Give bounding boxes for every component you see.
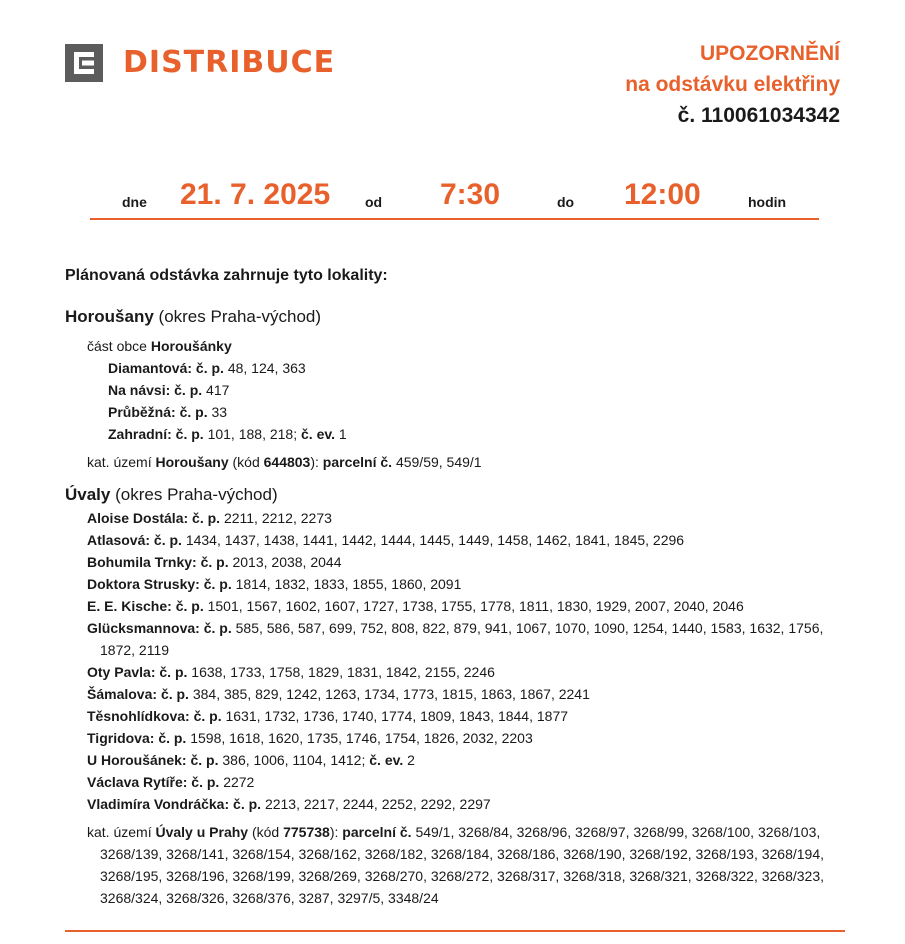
- street-list: [87, 507, 845, 815]
- brand-name: DISTRIBUCE: [123, 45, 336, 80]
- outage-to: 12:00: [624, 178, 701, 211]
- street-item: Aloise Dostála: č. p. 2211, 2212, 2273: [87, 510, 332, 526]
- street-item: Bohumila Trnky: č. p. 2013, 2038, 2044: [87, 554, 342, 570]
- outage-from: 7:30: [440, 178, 501, 211]
- town-part: část obce Horoušánky: [87, 338, 232, 354]
- hodin-label: hodin: [748, 194, 787, 210]
- town-uvaly: [65, 483, 845, 507]
- notice-header: [625, 38, 840, 131]
- cadastral-area: kat. území Horoušany (kód 644803): parcelní č. 459/59, 549/1: [87, 454, 482, 470]
- street-item: U Horoušánek: č. p. 386, 1006, 1104, 1412; č. ev. 2: [87, 752, 415, 768]
- street-item: Tigridova: č. p. 1598, 1618, 1620, 1735, 1746, 1754, 1826, 2032, 2203: [87, 730, 533, 746]
- town-horousany: [65, 305, 845, 329]
- locality-list: [65, 305, 845, 909]
- town-district: (okres Praha-východ): [115, 485, 278, 504]
- town-name: Úvaly: [65, 485, 111, 504]
- street-item: Doktora Strusky: č. p. 1814, 1832, 1833, 1855, 1860, 2091: [87, 576, 462, 592]
- notice-subtitle: na odstávku elektřiny: [625, 73, 840, 96]
- town-part-name: Horoušánky: [150, 338, 232, 354]
- street-item: Václava Rytíře: č. p. 2272: [87, 774, 255, 790]
- town-name: Horoušany: [65, 307, 154, 326]
- street-item: Zahradní: č. p. 101, 188, 218; č. ev. 1: [108, 426, 347, 442]
- cez-logo: [65, 44, 335, 82]
- do-label: do: [557, 194, 575, 210]
- street-item: Na návsi: č. p. 417: [108, 382, 230, 398]
- outage-time-row: [90, 178, 819, 220]
- street-item: E. E. Kische: č. p. 1501, 1567, 1602, 1607, 1727, 1738, 1755, 1778, 1811, 1830, 1929, 2007, 2040, 2046: [87, 598, 744, 614]
- street-item: Šámalova: č. p. 384, 385, 829, 1242, 1263, 1734, 1773, 1815, 1863, 1867, 2241: [87, 686, 590, 702]
- street-item: Těsnohlídkova: č. p. 1631, 1732, 1736, 1740, 1774, 1809, 1843, 1844, 1877: [87, 708, 569, 724]
- town-district: (okres Praha-východ): [158, 307, 322, 326]
- street-item: Diamantová: č. p. 48, 124, 363: [108, 360, 306, 376]
- notice-title: UPOZORNĚNÍ: [699, 42, 840, 65]
- street-list: [108, 357, 845, 445]
- outage-date: 21. 7. 2025: [180, 178, 331, 211]
- cadastral-area: kat. území Úvaly u Prahy (kód 775738): parcelní č. 549/1, 3268/84, 3268/96, 3268/97, 3268/99, 3268/100, 3268/103, 3268/139, 3268/141, 3268/154, 3268/162, 3268/182, 3268/184, 3268/186, 3268/190, 3268/192, 3268/193, 3268/194, 3268/195, 3268/196, 3268/199, 3268/269, 3268/270, 3268/272, 3268/317, 3268/318, 3268/321, 3268/322, 3268/323, 3268/324, 3268/326, 3268/376, 3287, 3297/5, 3348/24: [87, 824, 825, 906]
- intro-heading: Plánovaná odstávka zahrnuje tyto lokality:: [65, 267, 388, 284]
- notice-number: č. 110061034342: [677, 104, 840, 127]
- footer-divider: [65, 930, 845, 932]
- street-item: Glücksmannova: č. p. 585, 586, 587, 699, 752, 808, 822, 879, 941, 1067, 1070, 1090, 1254, 1440, 1583, 1632, 1756, 1872, 2119: [87, 620, 824, 658]
- cez-logo-icon: [65, 44, 103, 82]
- street-item: Průběžná: č. p. 33: [108, 404, 228, 420]
- street-item: Oty Pavla: č. p. 1638, 1733, 1758, 1829, 1831, 1842, 2155, 2246: [87, 664, 495, 680]
- street-item: Atlasová: č. p. 1434, 1437, 1438, 1441, 1442, 1444, 1445, 1449, 1458, 1462, 1841, 1845, 2296: [87, 532, 685, 548]
- street-item: Vladimíra Vondráčka: č. p. 2213, 2217, 2244, 2252, 2292, 2297: [87, 796, 491, 812]
- dne-label: dne: [122, 194, 147, 210]
- od-label: od: [365, 194, 383, 210]
